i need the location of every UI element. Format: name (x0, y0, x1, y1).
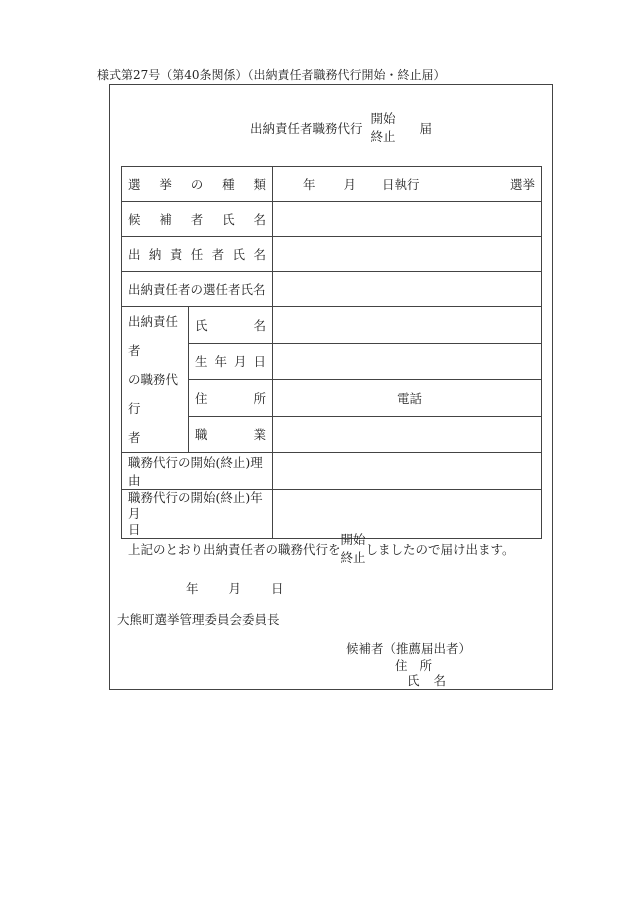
label-char: 生 (195, 354, 208, 370)
date-year: 年 (186, 581, 199, 596)
label-char: 氏 (222, 212, 235, 227)
label-appointer-name: 出納責任者の選任者氏名 (122, 272, 273, 307)
label-char: 名 (253, 212, 267, 227)
name-char: 名 (433, 673, 447, 688)
label-char: 年 (214, 354, 228, 370)
label-char: 氏 (232, 247, 246, 262)
row-treasurer-name (122, 237, 542, 272)
label-char: 任 (190, 247, 204, 262)
title-option-stack (371, 110, 396, 146)
statement-option-stack (341, 531, 366, 567)
submission-date (186, 579, 284, 597)
month-unit: 月 (343, 177, 357, 192)
label-reason: 職務代行の開始(終止)理由 (122, 453, 273, 490)
label-char: 名 (253, 317, 267, 333)
title-main: 出納責任者職務代行 (250, 121, 363, 136)
field-reason[interactable] (273, 453, 542, 490)
label-char: 候 (128, 212, 141, 227)
field-deputy-address[interactable] (273, 380, 542, 417)
signer-name (407, 671, 446, 689)
label-deputy-birth (189, 343, 273, 380)
group-label-line: の職務代行 (128, 372, 179, 416)
statement-option-end: 終止 (340, 550, 366, 565)
label-char: 出 (128, 247, 141, 262)
label-char: 納 (148, 247, 162, 262)
field-election-type[interactable] (273, 167, 542, 202)
label-char: 所 (253, 390, 267, 406)
label-char: 選 (128, 177, 141, 192)
statement (128, 531, 515, 567)
date-month: 月 (228, 581, 242, 596)
label-line: 日 (128, 522, 141, 537)
label-char: 名 (253, 247, 266, 262)
label-deputy-job (189, 416, 273, 453)
label-char: 氏 (195, 317, 208, 333)
label-candidate-name (122, 202, 273, 237)
address-char: 住 (395, 658, 408, 673)
election-suffix: 選挙 (510, 177, 536, 192)
title-option-end: 終止 (370, 129, 396, 144)
address-char: 所 (419, 658, 433, 673)
field-deputy-birth[interactable] (273, 343, 542, 380)
row-reason (122, 453, 542, 490)
addressee: 大熊町選挙管理委員会委員長 (117, 612, 280, 627)
field-deputy-name[interactable] (273, 307, 542, 344)
group-label-line: 出納責任者 (128, 314, 179, 358)
field-deputy-job[interactable] (273, 416, 542, 453)
row-candidate-name (122, 202, 542, 237)
field-treasurer-name[interactable] (273, 237, 542, 272)
signer-title: 候補者（推薦届出者） (346, 641, 472, 656)
label-char: 種 (222, 177, 235, 192)
name-char: 氏 (407, 673, 420, 688)
label-char: 月 (234, 354, 247, 370)
label-char: 日 (253, 354, 267, 370)
label-char: 住 (195, 390, 208, 406)
date-day: 日 (271, 581, 284, 596)
label-char: 者 (190, 212, 204, 227)
label-deputy-name (189, 307, 273, 344)
label-char: 業 (253, 427, 267, 443)
label-char: 類 (253, 177, 267, 192)
statement-after: しましたので届け出ます。 (365, 542, 515, 557)
field-appointer-name[interactable] (273, 272, 542, 307)
label-deputy-group (122, 307, 189, 453)
statement-option-start: 開始 (340, 532, 366, 547)
year-unit: 年 (303, 177, 316, 192)
row-deputy-name (122, 307, 542, 344)
group-label-line: 者 (128, 430, 141, 445)
label-char: 職 (195, 427, 208, 443)
form-title (250, 110, 432, 146)
day-unit: 日執行 (382, 177, 420, 192)
label-char: 責 (169, 247, 183, 262)
label-char: 者 (211, 247, 225, 262)
label-char: 補 (159, 212, 172, 227)
header-note: 様式第27号（第40条関係）（出納責任者職務代行開始・終止届） (97, 68, 446, 82)
statement-before: 上記のとおり出納責任者の職務代行を (128, 542, 341, 557)
title-suffix: 届 (419, 121, 433, 136)
label-line: 職務代行の開始(終止)年月 (128, 490, 263, 521)
row-election-type (122, 167, 542, 202)
field-candidate-name[interactable] (273, 202, 542, 237)
label-char: 挙 (159, 177, 172, 192)
form-table (121, 166, 542, 539)
row-appointer-name (122, 272, 542, 307)
phone-label: 電話 (397, 390, 423, 406)
label-deputy-address (189, 380, 273, 417)
label-treasurer-name (122, 237, 273, 272)
label-election-type (122, 167, 273, 202)
title-option-start: 開始 (370, 111, 396, 126)
label-char: の (190, 177, 204, 192)
